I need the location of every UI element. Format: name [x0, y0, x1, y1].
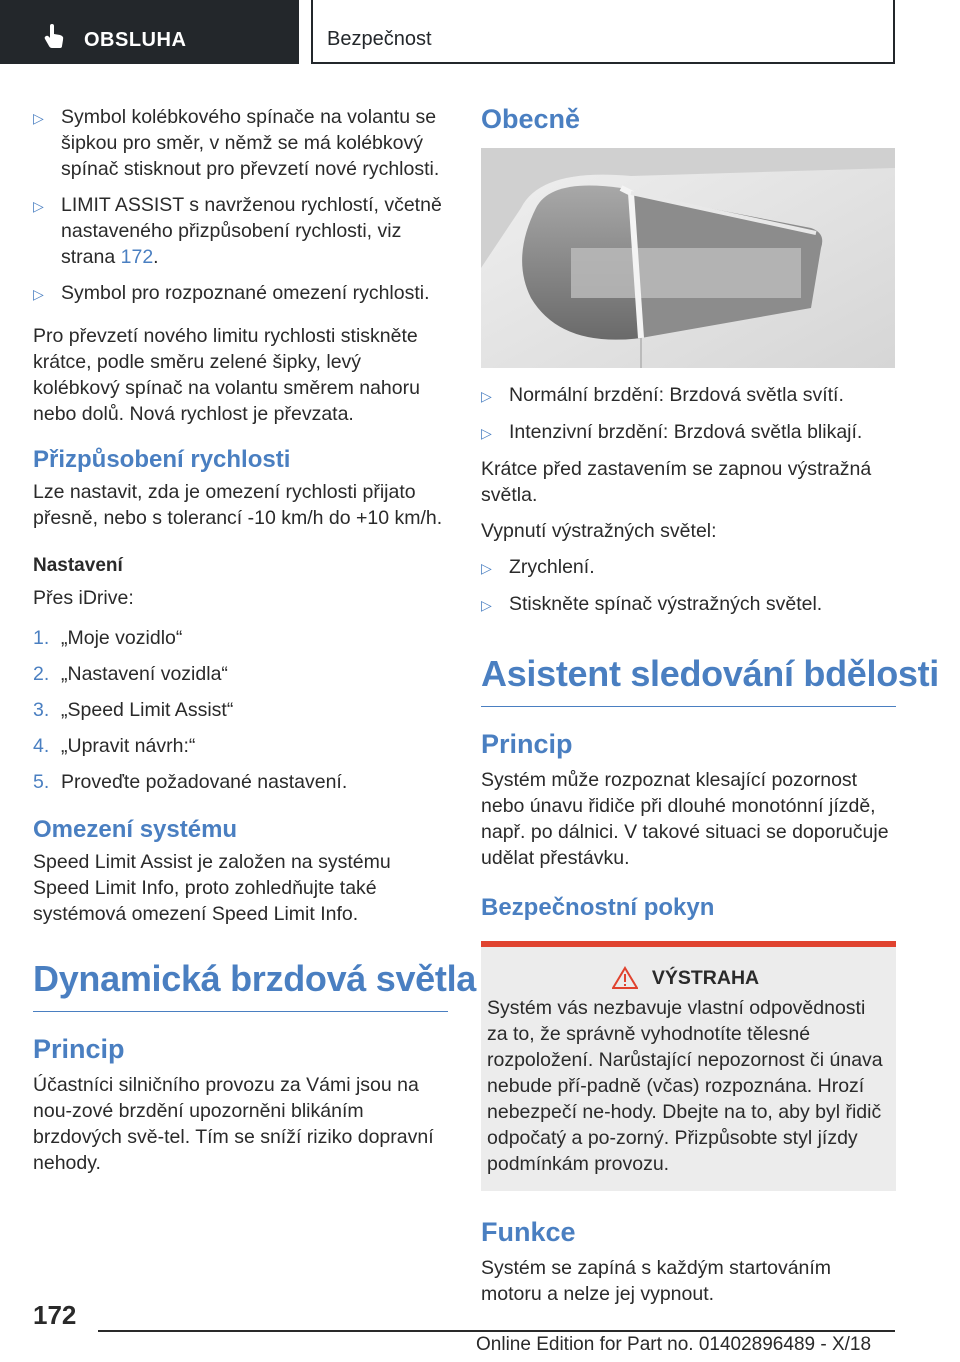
chapter-label: OBSLUHA — [84, 29, 187, 51]
section-heading: Omezení systému — [33, 816, 238, 843]
taillight-image — [481, 148, 895, 368]
section-heading: Přizpůsobení rychlosti — [33, 446, 291, 473]
paragraph: Krátce před zastavením se zapnou výstražná světla. — [481, 458, 872, 506]
warning-triangle-icon — [612, 966, 638, 990]
list-item: ▷ Normální brzdění: Brzdová světla svítí. — [481, 382, 896, 409]
taillight-illustration — [481, 148, 895, 368]
section-label: Bezpečnost — [327, 28, 432, 50]
section-heading: Bezpečnostní pokyn — [481, 894, 715, 921]
left-column — [33, 104, 477, 1186]
section-heading: Princip — [481, 729, 573, 759]
pointing-hand-icon — [44, 24, 66, 48]
chapter-heading: Asistent sledování bdělosti — [481, 652, 896, 707]
warning-header — [487, 965, 884, 991]
section-heading: Funkce — [481, 1217, 576, 1247]
paragraph: Účastníci silničního provozu za Vámi jsou na nou-zové brzdění upozorněni blikáním brzdových svě-tel. Tím se sníží riziko dopravní nehody. — [33, 1074, 434, 1174]
right-column — [481, 100, 940, 1317]
list-item: ▷ Symbol kolébkového spínače na volantu se šipkou pro směr, v němž se má kolébkový spínač stisknout pro převzetí nové rychlosti. — [33, 106, 440, 180]
bullet-triangle-icon: ▷ — [481, 388, 492, 404]
list-item: ▷ Intenzivní brzdění: Brzdová světla blikají. — [481, 419, 896, 446]
paragraph: Systém může rozpoznat klesající pozornost nebo únavu řidiče při dlouhé monotónní jízdě, např. po dálnici. V takové situaci se doporučuje udělat přestávku. — [481, 769, 889, 869]
list-item: ▷ Zrychlení. — [481, 554, 896, 581]
bullet-triangle-icon: ▷ — [481, 425, 492, 441]
chapter-tab — [0, 0, 299, 64]
footer-divider — [98, 1330, 895, 1332]
bullet-triangle-icon: ▷ — [33, 198, 44, 214]
list-item: 4. „Upravit návrh:“ — [33, 735, 196, 757]
subsection-heading: Nastavení — [33, 555, 123, 576]
paragraph: Systém se zapíná s každým startováním motoru a nelze jej vypnout. — [481, 1257, 832, 1305]
warning-title: VÝSTRAHA — [651, 967, 760, 989]
list-item: ▷ LIMIT ASSIST s navrženou rychlostí, včetně nastaveného přizpůsobení rychlosti, viz strana 172. — [33, 194, 442, 268]
bullet-triangle-icon: ▷ — [481, 597, 492, 613]
list-item: ▷ Symbol pro rozpoznané omezení rychlosti. — [33, 280, 448, 307]
section-heading: Princip — [33, 1034, 125, 1064]
warning-box — [481, 941, 896, 1191]
paragraph: Pro převzetí nového limitu rychlosti stiskněte krátce, podle směru zelené šipky, levý kolébkový spínač na volantu směrem nahoru nebo dolů. Nová rychlost je převzata. — [33, 325, 420, 425]
bullet-triangle-icon: ▷ — [33, 286, 44, 302]
bullet-triangle-icon: ▷ — [33, 110, 44, 126]
list-item: 3. „Speed Limit Assist“ — [33, 699, 234, 721]
paragraph: Lze nastavit, zda je omezení rychlosti přijato přesně, nebo s tolerancí -10 km/h do +10 km/h. — [33, 481, 443, 529]
list-item: 1. „Moje vozidlo“ — [33, 627, 183, 649]
bullet-triangle-icon: ▷ — [481, 560, 492, 576]
paragraph: Přes iDrive: — [33, 587, 134, 609]
paragraph: Vypnutí výstražných světel: — [481, 520, 717, 542]
paragraph: Speed Limit Assist je založen na systému Speed Limit Info, proto zohledňujte také systémová omezení Speed Limit Info. — [33, 851, 391, 925]
section-heading: Obecně — [481, 104, 581, 134]
list-item: 5. Proveďte požadované nastavení. — [33, 771, 348, 793]
list-item: 2. „Nastavení vozidla“ — [33, 663, 228, 685]
section-header — [311, 0, 895, 64]
warning-text: Systém vás nezbavuje vlastní odpovědnosti za to, že správně vyhodnotíte tělesné rozpoložení. Narůstající nepozornost či únava nebude pří-padně (včas) rozpoznána. Hrozí nebezpečí ne-hody. Dbejte na to, aby byl řidič odpočatý a po-zorný. Přizpůsobte styl jízdy podmínkám provozu. — [487, 997, 883, 1175]
footer-edition: Online Edition for Part no. 01402896489 - X/18 — [476, 1334, 872, 1355]
page-number: 172 — [33, 1300, 77, 1330]
chapter-heading: Dynamická brzdová světla — [33, 957, 448, 1012]
list-item: ▷ Stiskněte spínač výstražných světel. — [481, 591, 896, 618]
page-reference-link[interactable]: 172 — [120, 246, 154, 268]
